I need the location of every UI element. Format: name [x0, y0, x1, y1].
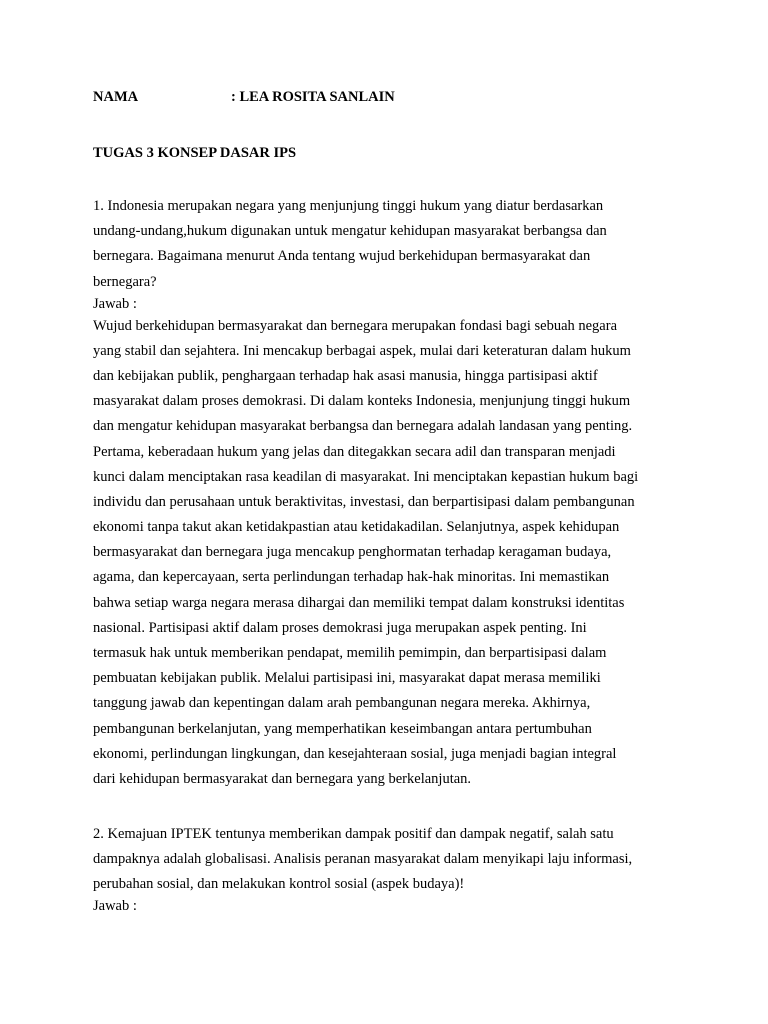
name-line	[93, 86, 693, 108]
question-1-line: 1. Indonesia merupakan negara yang menjunjung tinggi hukum yang diatur berdasarkan	[93, 198, 604, 214]
answer-2-label: Jawab :	[93, 898, 137, 915]
answer-1-line: kunci dalam menciptakan rasa keadilan di masyarakat. Ini menciptakan kepastian hukum bagi	[93, 468, 639, 485]
answer-1-line: masyarakat dalam proses demokrasi. Di dalam konteks Indonesia, menjunjung tinggi hukum	[93, 393, 631, 410]
question-1-line: undang-undang,hukum digunakan untuk mengatur kehidupan masyarakat berbangsa dan	[93, 223, 607, 240]
answer-1-line: ekonomi tanpa takut akan ketidakpastian atau ketidakadilan. Selanjutnya, aspek kehidupan	[93, 519, 620, 536]
answer-1-line: ekonomi, perlindungan lingkungan, dan kesejahteraan sosial, juga menjadi bagian integral	[93, 745, 617, 762]
question-2-block	[93, 822, 632, 916]
answer-1-line: termasuk hak untuk memberikan pendapat, memilih pemimpin, dan berpartisipasi dalam	[93, 645, 607, 661]
answer-1-line: dan kebijakan publik, penghargaan terhadap hak asasi manusia, hingga partisipasi aktif	[93, 367, 598, 384]
question-1-block	[93, 194, 638, 792]
answer-1-line: bahwa setiap warga negara merasa dihargai dan memiliki tempat dalam konstruksi identitas	[93, 594, 625, 611]
answer-1-line: yang stabil dan sejahtera. Ini mencakup berbagai aspek, mulai dari keteraturan dalam hukum	[93, 342, 631, 359]
name-value: : LEA ROSITA SANLAIN	[231, 89, 395, 105]
answer-1-line: bermasyarakat dan bernegara juga mencakup penghormatan terhadap keragaman budaya,	[93, 544, 612, 561]
answer-1-line: Pertama, keberadaan hukum yang jelas dan ditegakkan secara adil dan transparan menjadi	[93, 443, 616, 460]
document-page	[93, 86, 693, 915]
answer-1-line: dari kehidupan bermasyarakat dan bernegara yang berkelanjutan.	[93, 770, 472, 787]
answer-1-line: Wujud berkehidupan bermasyarakat dan bernegara merupakan fondasi bagi sebuah negara	[93, 317, 618, 334]
question-2-line: perubahan sosial, dan melakukan kontrol sosial (aspek budaya)!	[93, 876, 465, 893]
answer-1-label: Jawab :	[93, 295, 137, 312]
assignment-title: TUGAS 3 KONSEP DASAR IPS	[93, 145, 297, 161]
answer-1-line: dan mengatur kehidupan masyarakat berbangsa dan bernegara adalah landasan yang penting.	[93, 418, 633, 435]
question-2-line: 2. Kemajuan IPTEK tentunya memberikan dampak positif dan dampak negatif, salah satu	[93, 826, 614, 842]
answer-1-line: individu dan perusahaan untuk beraktivitas, investasi, dan berpartisipasi dalam pembangunan	[93, 493, 635, 510]
answer-1-line: pembuatan kebijakan publik. Melalui partisipasi ini, masyarakat dapat merasa memiliki	[93, 670, 601, 687]
name-label: NAMA	[93, 89, 139, 105]
answer-1-line: pembangunan berkelanjutan, yang memperhatikan keseimbangan antara pertumbuhan	[93, 720, 592, 737]
question-1-line: bernegara?	[93, 273, 157, 290]
answer-1-line: nasional. Partisipasi aktif dalam proses demokrasi juga merupakan aspek penting. Ini	[93, 619, 587, 636]
question-1-line: bernegara. Bagaimana menurut Anda tentang wujud berkehidupan bermasyarakat dan	[93, 248, 591, 265]
answer-1-line: tanggung jawab dan kepentingan dalam arah pembangunan negara mereka. Akhirnya,	[93, 695, 591, 712]
answer-1-line: agama, dan kepercayaan, serta perlindungan terhadap hak-hak minoritas. Ini memastikan	[93, 569, 610, 586]
question-2-line: dampaknya adalah globalisasi. Analisis peranan masyarakat dalam menyikapi laju informasi,	[93, 851, 633, 868]
